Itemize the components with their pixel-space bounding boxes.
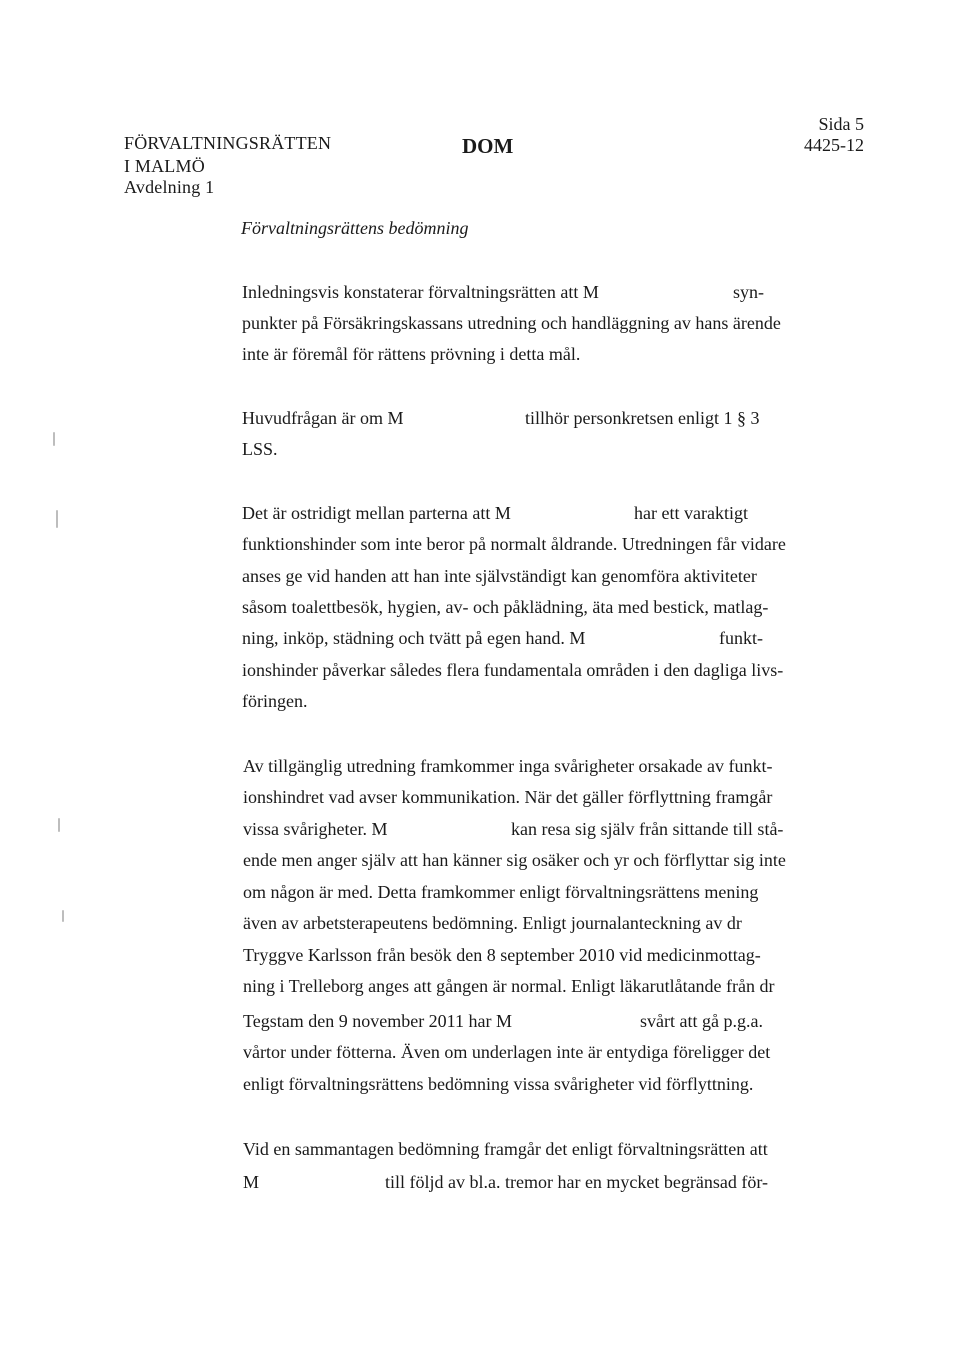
text-line: anses ge vid handen att han inte självständigt kan genomföra aktiviteter	[242, 566, 757, 586]
text-line: även av arbetsterapeutens bedömning. Enligt journalanteckning av dr	[243, 913, 742, 933]
text-line: M	[243, 1172, 260, 1192]
text-line-end: kan resa sig själv från sittande till stå-	[511, 819, 784, 839]
text-line-end: syn-	[733, 282, 764, 302]
division-label: Avdelning 1	[124, 177, 215, 197]
text-line: ning i Trelleborg anges att gången är normal. Enligt läkarutlåtande från dr	[243, 976, 775, 996]
scan-speck	[53, 432, 55, 446]
text-line: såsom toalettbesök, hygien, av- och påklädning, äta med bestick, matlag-	[242, 597, 769, 617]
text-line: enligt förvaltningsrättens bedömning vissa svårigheter vid förflyttning.	[243, 1074, 754, 1094]
section-heading: Förvaltningsrättens bedömning	[241, 218, 469, 238]
text-line: ionshinder påverkar således flera fundamentala områden i den dagliga livs-	[242, 660, 784, 680]
document-type-title: DOM	[462, 134, 514, 158]
text-line: Inledningsvis konstaterar förvaltningsrätten att M	[242, 282, 599, 302]
text-line: funktionshinder som inte beror på normalt åldrande. Utredningen får vidare	[242, 534, 786, 554]
text-line: ionshindret vad avser kommunikation. När det gäller förflyttning framgår	[243, 787, 773, 807]
scan-speck	[56, 510, 58, 528]
text-line: punkter på Försäkringskassans utredning och handläggning av hans ärende	[242, 313, 781, 333]
text-line: ende men anger själv att han känner sig osäker och yr och förflyttar sig inte	[243, 850, 786, 870]
text-line: Tegstam den 9 november 2011 har M	[243, 1011, 513, 1031]
text-line: inte är föremål för rättens prövning i detta mål.	[242, 344, 581, 364]
text-line-end: har ett varaktigt	[634, 503, 748, 523]
text-line: om någon är med. Detta framkommer enligt förvaltningsrättens mening	[243, 882, 759, 902]
text-line: LSS.	[242, 439, 278, 459]
scan-speck	[62, 910, 64, 922]
text-line: föringen.	[242, 691, 308, 711]
text-line: vissa svårigheter. M	[243, 819, 388, 839]
text-line: Av tillgänglig utredning framkommer inga svårigheter orsakade av funkt-	[243, 756, 773, 776]
text-line-end: tillhör personkretsen enligt 1 § 3	[525, 408, 760, 428]
court-name-line1: FÖRVALTNINGSRÄTTEN	[124, 133, 332, 153]
text-line: ning, inköp, städning och tvätt på egen hand. M	[242, 628, 586, 648]
text-line-end: till följd av bl.a. tremor har en mycket begränsad för-	[385, 1172, 769, 1192]
text-line-end: svårt att gå p.g.a.	[640, 1011, 763, 1031]
text-line-end: funkt-	[719, 628, 763, 648]
text-line: Vid en sammantagen bedömning framgår det enligt förvaltningsrätten att	[243, 1139, 768, 1159]
page-number: Sida 5	[818, 114, 864, 134]
case-number: 4425-12	[804, 135, 864, 155]
text-line: vårtor under fötterna. Även om underlagen inte är entydiga föreligger det	[243, 1042, 771, 1062]
scan-speck	[58, 818, 60, 832]
text-line: Tryggve Karlsson från besök den 8 september 2010 vid medicinmottag-	[243, 945, 761, 965]
court-name-line2: I MALMÖ	[124, 156, 205, 176]
text-line: Huvudfrågan är om M	[242, 408, 404, 428]
text-line: Det är ostridigt mellan parterna att M	[242, 503, 511, 523]
